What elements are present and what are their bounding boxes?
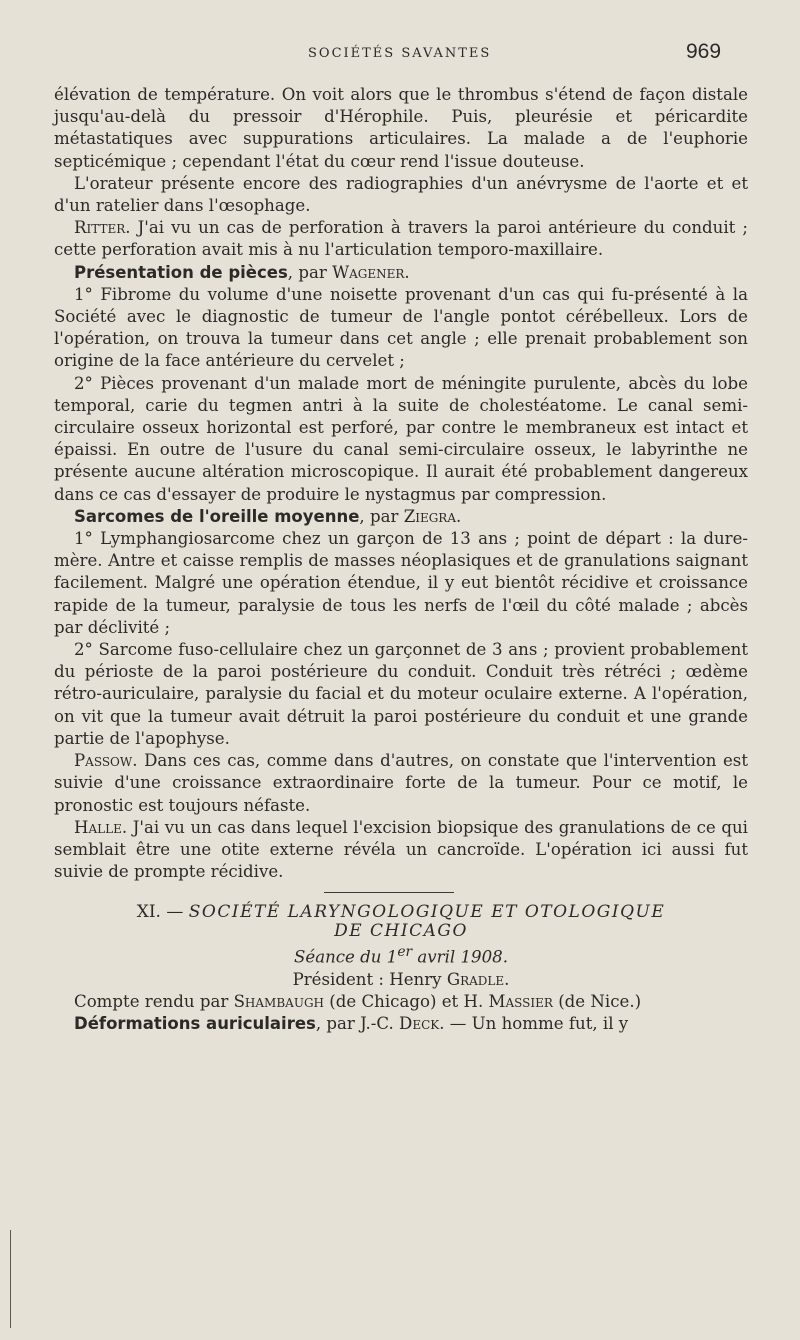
paragraph-text: Dans ces cas, comme dans d'autres, on constate que l'intervention est suivie d'une croissance extraordinaire forte de la tumeur. Pour ce motif, le pronostic est toujours néfaste.: [54, 751, 748, 815]
reporter-name: Massier: [488, 992, 553, 1012]
seance-suffix: avril 1908.: [412, 947, 508, 967]
paragraph-text: — Un homme fut, il y: [444, 1014, 629, 1034]
subsection-heading: [54, 1013, 748, 1035]
subsection-heading: [54, 262, 748, 284]
speaker-name: Ritter.: [74, 218, 131, 238]
subsection-heading: [54, 506, 748, 528]
section-number: XI. —: [136, 902, 189, 923]
subsection-title: Présentation de pièces: [74, 262, 288, 282]
speaker-name: Halle.: [74, 817, 128, 837]
compte-prefix: Compte rendu par: [74, 992, 234, 1012]
subsection-title: Déformations auriculaires: [74, 1014, 316, 1034]
paragraph: élévation de température. On voit alors que le thrombus s'étend de façon distale jusqu'au-delà du pressoir d'Hérophile. Puis, pleurésie et péricardite métastatiques avec suppurations articulaires. La malade a de l'euphorie septicémique ; cependant l'état du cœur rend l'issue douteuse.: [54, 85, 748, 171]
paragraph: 2° Sarcome fuso-cellulaire chez un garçonnet de 3 ans ; provient probablement du périoste de la paroi postérieure du conduit. Conduit très rétréci ; œdème rétro-auriculaire, paralysie du facial et du moteur oculaire externe. A l'opération, on vit que la tumeur avait détruit la paroi postérieure du conduit et une grande partie de l'apophyse.: [54, 640, 748, 748]
paragraph: 2° Pièces provenant d'un malade mort de méningite purulente, abcès du lobe temporal, carie du tegmen antri à la suite de cholestéatome. Le canal semi-circulaire osseux horizontal est perforé, par contre le membraneux est intact et épaissi. En outre de l'usure du canal semi-circulaire osseux, le labyrinthe ne présente aucune altération microscopique. Il aurait été probablement dangereux dans ce cas d'essayer de produire le nystagmus par compression.: [54, 373, 748, 504]
paragraph: L'orateur présente encore des radiographies d'un anévrysme de l'aorte et et d'un ratelier dans l'œsophage.: [54, 173, 748, 216]
speaker-name: Passow.: [74, 751, 138, 771]
binding-edge-mark: [10, 1230, 11, 1328]
body-text: [54, 84, 748, 1036]
section-divider: [324, 892, 454, 893]
heading-connector: , par: [287, 262, 333, 282]
paragraph: 1° Fibrome du volume d'une noisette provenant d'un cas qui fu-présenté à la Société avec le diagnostic de tumeur de l'angle pontot cérébelleux. Lors de l'opération, on trouva la tumeur dans cet angle ; elle prenait probablement son origine de la face antérieure du cervelet ;: [54, 284, 748, 371]
author-name: Wagener.: [332, 262, 410, 282]
paragraph: 1° Lymphangiosarcome chez un garçon de 13 ans ; point de départ : la dure-mère. Antre et caisse remplis de masses néoplasiques et de granulations saignant facilement. Malgré une opération étendue, il y eut bientôt récidive et croissance rapide de la tumeur, paralysie de tous les nerfs de l'œil du côté malade ; abcès par déclivité ;: [54, 529, 748, 637]
president-prefix: Président : Henry: [292, 970, 447, 990]
author-name: Ziegra.: [403, 506, 462, 526]
paragraph-text: J'ai vu un cas de perforation à travers la paroi antérieure du conduit ; cette perforation avait mis à nu l'articulation temporo-maxillaire.: [54, 218, 748, 260]
subsection-title: Sarcomes de l'oreille moyenne: [74, 506, 360, 526]
section-title: [54, 903, 748, 941]
seance-sup: er: [397, 944, 413, 961]
section-title-line2: DE CHICAGO: [334, 921, 468, 942]
seance-prefix: Séance du 1: [294, 947, 398, 967]
paragraph-text: J'ai vu un cas dans lequel l'excision biopsique des granulations de ce qui semblait être une otite externe révéla un cancroïde. L'opération ici aussi fut suivie de prompte récidive.: [54, 817, 748, 882]
paragraph: [54, 817, 748, 884]
paragraph: [54, 750, 748, 817]
president-line: [54, 969, 748, 991]
author-name: Deck.: [399, 1014, 445, 1034]
reporter-name: Shambaugh: [233, 992, 324, 1012]
compte-mid: (de Chicago) et H.: [324, 992, 489, 1012]
section-title-line1: SOCIÉTÉ LARYNGOLOGIQUE ET OTOLOGIQUE: [188, 902, 666, 923]
running-head: SOCIÉTÉS SAVANTES: [308, 46, 492, 61]
president-name: Gradle.: [446, 970, 510, 990]
page-header: [0, 40, 800, 70]
compte-rendu-line: [54, 991, 748, 1013]
paragraph: [54, 217, 748, 261]
heading-connector: , par J.-C.: [315, 1014, 400, 1034]
compte-suffix: (de Nice.): [552, 992, 642, 1012]
seance-date: [54, 941, 748, 969]
page-number: 969: [686, 40, 722, 63]
heading-connector: , par: [359, 506, 404, 526]
